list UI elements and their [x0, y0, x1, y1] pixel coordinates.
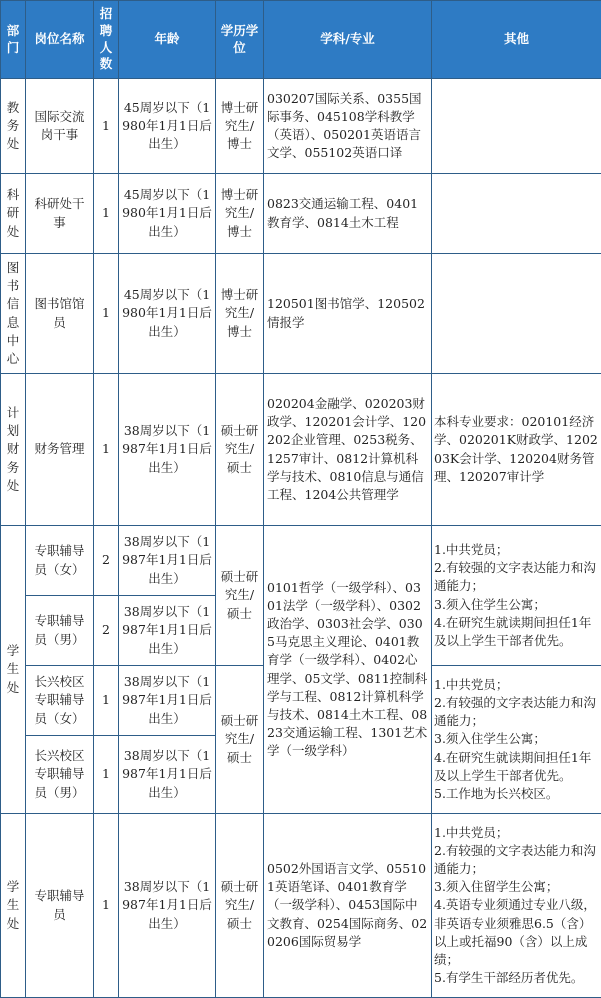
position-cell: 科研处干事 [26, 174, 94, 254]
age-cell: 38周岁以下（1987年1月1日后出生） [119, 666, 216, 736]
position-cell: 国际交流岗干事 [26, 79, 94, 174]
header-major: 学科/专业 [264, 1, 432, 79]
major-cell: 120501图书馆学、120502情报学 [264, 254, 432, 374]
dept-cell: 图书信息中心 [1, 254, 26, 374]
age-cell: 38周岁以下（1987年1月1日后出生） [119, 526, 216, 596]
position-cell: 专职辅导员 [26, 814, 94, 998]
major-cell: 0101哲学（一级学科）、0301法学（一级学科）、0302政治学、0303社会学、0305马克思主义理论、0401教育学（一级学科）、0402心理学、05文学、0811控制科学与工程、0812计算机科学与技术、0814土木工程、0823交通运输工程、1301艺术学（一级学科） [264, 526, 432, 814]
edu-cell: 硕士研究生/硕士 [216, 374, 264, 526]
age-cell: 38周岁以下（1987年1月1日后出生） [119, 814, 216, 998]
other-cell: 1.中共党员； 2.有较强的文字表达能力和沟通能力； 3.须入住学生公寓； 4.在研究生就读期间担任1年及以上学生干部者优先。 [432, 526, 601, 666]
table-row [1, 254, 601, 374]
position-cell: 图书馆馆员 [26, 254, 94, 374]
count-cell: 1 [94, 736, 119, 814]
count-cell: 1 [94, 814, 119, 998]
other-cell [432, 174, 601, 254]
position-cell: 专职辅导员（女） [26, 526, 94, 596]
table-row [1, 526, 601, 596]
edu-cell: 博士研究生/博士 [216, 254, 264, 374]
age-cell: 38周岁以下（1987年1月1日后出生） [119, 736, 216, 814]
position-cell: 长兴校区专职辅导员（男） [26, 736, 94, 814]
age-cell: 38周岁以下（1987年1月1日后出生） [119, 374, 216, 526]
dept-cell: 科研处 [1, 174, 26, 254]
table-row [1, 374, 601, 526]
other-cell: 1.中共党员； 2.有较强的文字表达能力和沟通能力； 3.须入住学生公寓； 4.在研究生就读期间担任1年及以上学生干部者优先。 5.工作地为长兴校区。 [432, 666, 601, 814]
edu-cell: 硕士研究生/硕士 [216, 814, 264, 998]
age-cell: 45周岁以下（1980年1月1日后出生） [119, 174, 216, 254]
count-cell: 1 [94, 254, 119, 374]
count-cell: 1 [94, 174, 119, 254]
header-edu: 学历学位 [216, 1, 264, 79]
other-cell: 1.中共党员； 2.有较强的文字表达能力和沟通能力； 3.须入住留学生公寓； 4.英语专业须通过专业八级，非英语专业须雅思6.5（含）以上或托福90（含）以上成绩； 5.有学生干部经历者优先。 [432, 814, 601, 998]
position-cell: 长兴校区专职辅导员（女） [26, 666, 94, 736]
position-cell: 专职辅导员（男） [26, 596, 94, 666]
dept-cell: 学生处 [1, 526, 26, 814]
edu-cell: 硕士研究生/硕士 [216, 526, 264, 666]
major-cell: 020204金融学、020203财政学、120201会计学、120202企业管理、0253税务、1257审计、0812计算机科学与技术、0810信息与通信工程、1204公共管理学 [264, 374, 432, 526]
header-row [1, 1, 601, 79]
table-row [1, 174, 601, 254]
age-cell: 38周岁以下（1987年1月1日后出生） [119, 596, 216, 666]
edu-cell: 博士研究生/博士 [216, 79, 264, 174]
count-cell: 1 [94, 79, 119, 174]
dept-cell: 教务处 [1, 79, 26, 174]
major-cell: 030207国际关系、0355国际事务、045108学科教学（英语）、050201英语语言文学、055102英语口译 [264, 79, 432, 174]
count-cell: 1 [94, 666, 119, 736]
header-dept: 部门 [1, 1, 26, 79]
other-cell [432, 254, 601, 374]
header-age: 年龄 [119, 1, 216, 79]
other-cell: 本科专业要求：020101经济学、020201K财政学、120203K会计学、120204财务管理、120207审计学 [432, 374, 601, 526]
header-position: 岗位名称 [26, 1, 94, 79]
header-count: 招聘人数 [94, 1, 119, 79]
major-cell: 0823交通运输工程、0401教育学、0814土木工程 [264, 174, 432, 254]
table-row [1, 814, 601, 998]
edu-cell: 博士研究生/博士 [216, 174, 264, 254]
count-cell: 2 [94, 526, 119, 596]
other-cell [432, 79, 601, 174]
table-row [1, 79, 601, 174]
header-other: 其他 [432, 1, 601, 79]
position-cell: 财务管理 [26, 374, 94, 526]
dept-cell: 计划财务处 [1, 374, 26, 526]
dept-cell: 学生处 [1, 814, 26, 998]
age-cell: 45周岁以下（1980年1月1日后出生） [119, 254, 216, 374]
count-cell: 1 [94, 374, 119, 526]
edu-cell: 硕士研究生/硕士 [216, 666, 264, 814]
count-cell: 2 [94, 596, 119, 666]
major-cell: 0502外国语言文学、055101英语笔译、0401教育学（一级学科）、0453国际中文教育、0254国际商务、020206国际贸易学 [264, 814, 432, 998]
age-cell: 45周岁以下（1980年1月1日后出生） [119, 79, 216, 174]
